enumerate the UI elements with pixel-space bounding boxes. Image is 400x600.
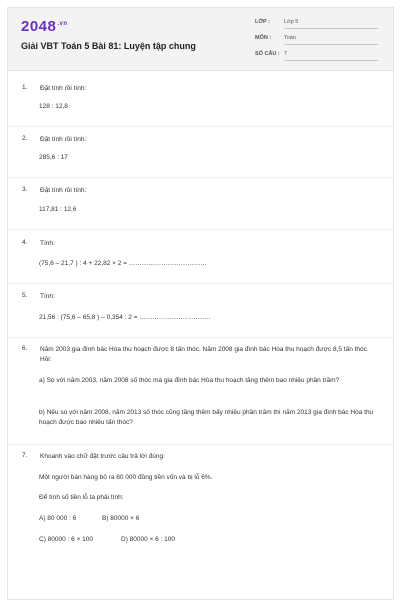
question-6-part-b: b) Nếu so với năm 2008, năm 2013 số thóc cũng tăng thêm bấy nhiêu phần trăm thì năm 2013 gia đình bác Hòa thu hoạch được bao nhiêu tấn thóc? (39, 409, 374, 426)
worksheet-page (7, 7, 394, 600)
question-6-part-a: a) So với năm 2003, năm 2008 số thóc mà gia đình bác Hòa thu hoạch tăng thêm bao nhiêu phần trăm? (39, 377, 340, 384)
document-title: Giải VBT Toán 5 Bài 81: Luyện tập chung (21, 41, 196, 51)
question-number: 2. (22, 135, 28, 142)
meta-subject-value: Toán (284, 35, 378, 45)
option-b[interactable]: B) 80000 × 6 (102, 515, 140, 522)
divider (8, 229, 393, 230)
question-prompt: Năm 2003 gia đình bác Hòa thu hoạch được 8 tấn thóc. Năm 2008 gia đình bác Hòa thu hoạch được 8,5 tấn thóc. Hỏi: (40, 346, 369, 363)
question-3-expression: 117,81 : 12,6 (39, 206, 77, 213)
logo-text: 2048 (21, 18, 57, 35)
divider (8, 283, 393, 284)
meta-count-label: SỐ CÂU : (255, 51, 280, 57)
divider (8, 177, 393, 178)
question-number: 3. (22, 186, 28, 193)
question-7-question: Để tính số tiền lỗ ta phải tính: (39, 494, 124, 501)
logo-suffix: .vn (57, 21, 68, 27)
question-7-statement: Một người bán hàng bỏ ra 80 000 đồng tiền vốn và bị lỗ 6%. (39, 474, 213, 481)
meta-class-label: LỚP : (255, 19, 270, 25)
option-a[interactable]: A) 80 000 : 6 (39, 515, 77, 522)
option-c[interactable]: C) 80000 : 6 × 100 (39, 536, 94, 543)
site-logo[interactable] (21, 18, 68, 35)
question-prompt: Khoanh vào chữ đặt trước câu trả lời đúng: (40, 453, 165, 460)
question-4-expression: (75,6 – 21,7 ) : 4 + 22,82 × 2 = ……………………………… (39, 260, 207, 267)
question-1-expression: 128 : 12,8 (39, 103, 68, 110)
question-number: 4. (22, 239, 28, 246)
question-2-expression: 285,6 : 17 (39, 154, 68, 161)
question-number: 5. (22, 292, 28, 299)
question-number: 6. (22, 345, 28, 352)
question-prompt: Đặt tính rồi tính: (40, 85, 87, 92)
meta-class-value: Lớp 5 (284, 19, 378, 29)
meta-class-row (255, 19, 380, 31)
divider (8, 126, 393, 127)
meta-count-value: 7 (284, 51, 378, 61)
divider (8, 337, 393, 338)
question-prompt: Tính: (40, 240, 55, 247)
option-d[interactable]: D) 80000 × 6 : 100 (121, 536, 176, 543)
question-prompt: Tính: (40, 293, 55, 300)
meta-subject-row (255, 35, 380, 47)
meta-count-row (255, 51, 380, 63)
divider (8, 444, 393, 445)
question-prompt: Đặt tính rồi tính: (40, 187, 87, 194)
header (8, 8, 393, 71)
meta-subject-label: MÔN : (255, 35, 272, 41)
question-number: 7. (22, 452, 28, 459)
question-5-expression: 21,56 : (75,6 – 65,8 ) – 0,354 : 2 = …………………………… (39, 314, 211, 321)
question-number: 1. (22, 84, 28, 91)
question-prompt: Đặt tính rồi tính: (40, 136, 87, 143)
